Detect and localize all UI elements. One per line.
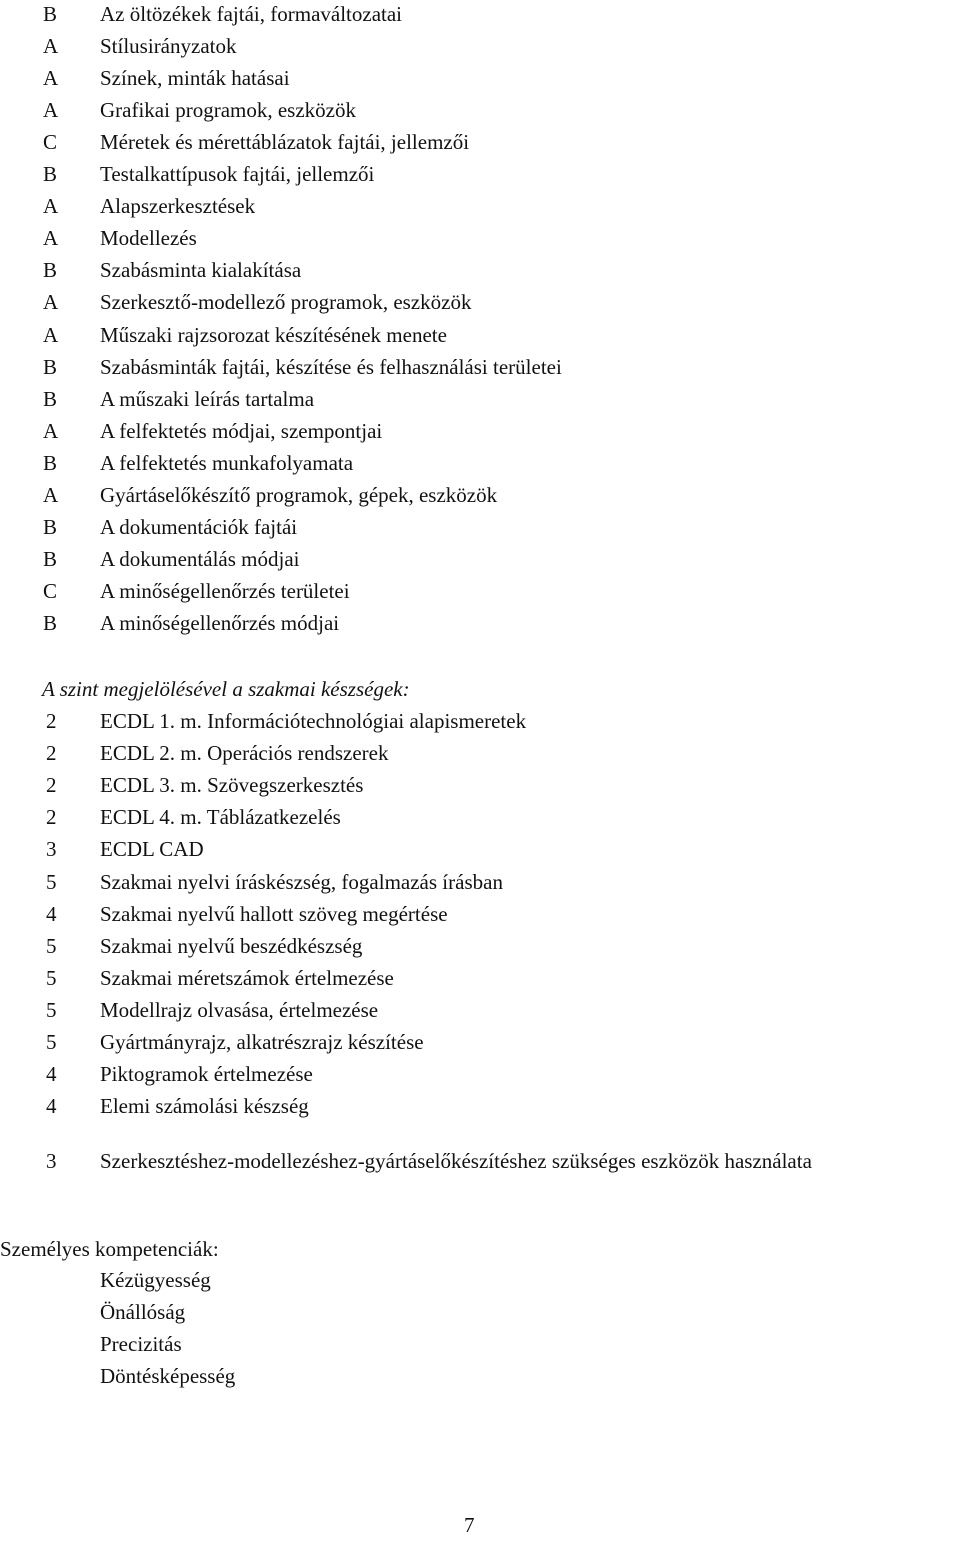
skill-level: 2 <box>46 805 57 830</box>
topic-level: B <box>43 354 58 379</box>
topic-level: B <box>43 386 58 411</box>
skill-level: 2 <box>46 741 57 766</box>
personal-competence-item: Precizitás <box>100 1332 182 1356</box>
skill-level: 2 <box>46 773 57 798</box>
topic-level: A <box>43 34 59 59</box>
topic-name: Műszaki rajzsorozat készítésének menete <box>100 322 447 347</box>
topic-name: A minőségellenőrzés területei <box>100 578 350 603</box>
topic-level: A <box>43 482 59 507</box>
topic-level: A <box>43 226 59 251</box>
topic-name: Modellezés <box>100 226 197 251</box>
skill-level: 3 <box>46 1149 57 1173</box>
topic-level: B <box>43 514 58 539</box>
skill-level: 5 <box>46 1030 57 1054</box>
skill-name: Gyártmányrajz, alkatrészrajz készítése <box>100 1030 424 1054</box>
topic-name: Grafikai programok, eszközök <box>100 98 356 123</box>
skill-name: Szakmai nyelvű hallott szöveg megértése <box>100 901 448 926</box>
skill-level: 4 <box>46 1062 57 1087</box>
skill-name: Szakmai nyelvű beszédkészség <box>100 933 363 958</box>
topic-name: Szabásminták fajtái, készítése és felhasználási területei <box>100 354 562 379</box>
personal-competence-item: Önállóság <box>100 1300 186 1324</box>
skill-name: Elemi számolási készség <box>100 1094 309 1119</box>
personal-competence-item: Kézügyesség <box>100 1268 211 1292</box>
skill-level: 5 <box>46 933 57 958</box>
topic-name: Alapszerkesztések <box>100 194 256 219</box>
skill-level: 2 <box>46 709 57 733</box>
topic-level: B <box>43 610 58 635</box>
topic-name: Szerkesztő-modellező programok, eszközök <box>100 290 472 315</box>
topic-level: C <box>43 130 58 155</box>
skill-level: 4 <box>46 1094 57 1119</box>
skill-level: 5 <box>46 965 57 990</box>
topic-name: Méretek és mérettáblázatok fajtái, jellemzői <box>100 130 470 155</box>
skills-heading: A szint megjelölésével a szakmai készségek: <box>42 677 410 701</box>
topic-level: A <box>43 322 59 347</box>
topic-level: A <box>43 194 59 219</box>
topic-level: B <box>43 450 58 475</box>
skill-level: 3 <box>46 837 57 862</box>
topic-name: A minőségellenőrzés módjai <box>100 610 340 635</box>
topic-name: A műszaki leírás tartalma <box>100 386 315 411</box>
topic-name: Stílusirányzatok <box>100 34 237 59</box>
topic-level: A <box>43 98 59 123</box>
topic-level: A <box>43 66 59 91</box>
skill-name: Piktogramok értelmezése <box>100 1062 313 1087</box>
skill-name: ECDL 3. m. Szövegszerkesztés <box>100 773 364 798</box>
topic-level: B <box>43 546 58 571</box>
topic-name: A felfektetés módjai, szempontjai <box>100 418 383 443</box>
topic-level: A <box>43 418 59 443</box>
topic-level: A <box>43 290 59 315</box>
skill-name: Modellrajz olvasása, értelmezése <box>100 997 379 1022</box>
topic-name: Testalkattípusok fajtái, jellemzői <box>100 162 375 187</box>
personal-competence-item: Döntésképesség <box>100 1364 236 1388</box>
personal-heading: Személyes kompetenciák: <box>0 1237 219 1261</box>
skill-name: Szakmai nyelvi íráskészség, fogalmazás írásban <box>100 869 503 894</box>
skill-name: Szerkesztéshez-modellezéshez-gyártáselőkészítéshez szükséges eszközök használata <box>100 1149 812 1173</box>
topic-name: Színek, minták hatásai <box>100 66 290 91</box>
topic-name: A dokumentálás módjai <box>100 546 300 571</box>
topic-name: A felfektetés munkafolyamata <box>100 450 354 475</box>
skill-level: 5 <box>46 869 57 894</box>
skill-name: Szakmai méretszámok értelmezése <box>100 965 394 990</box>
topic-level: C <box>43 578 58 603</box>
topic-name: Gyártáselőkészítő programok, gépek, eszközök <box>100 482 498 507</box>
skill-name: ECDL 1. m. Információtechnológiai alapismeretek <box>100 709 527 733</box>
skill-level: 5 <box>46 997 57 1022</box>
skill-name: ECDL CAD <box>100 837 204 862</box>
skill-name: ECDL 4. m. Táblázatkezelés <box>100 805 341 830</box>
page-number: 7 <box>464 1513 475 1537</box>
topic-name: Az öltözékek fajtái, formaváltozatai <box>100 2 403 26</box>
topic-level: B <box>43 2 58 26</box>
topic-level: B <box>43 162 58 187</box>
topic-name: A dokumentációk fajtái <box>100 514 298 539</box>
topic-name: Szabásminta kialakítása <box>100 258 302 283</box>
skill-level: 4 <box>46 901 57 926</box>
skill-name: ECDL 2. m. Operációs rendszerek <box>100 741 389 766</box>
topic-level: B <box>43 258 58 283</box>
